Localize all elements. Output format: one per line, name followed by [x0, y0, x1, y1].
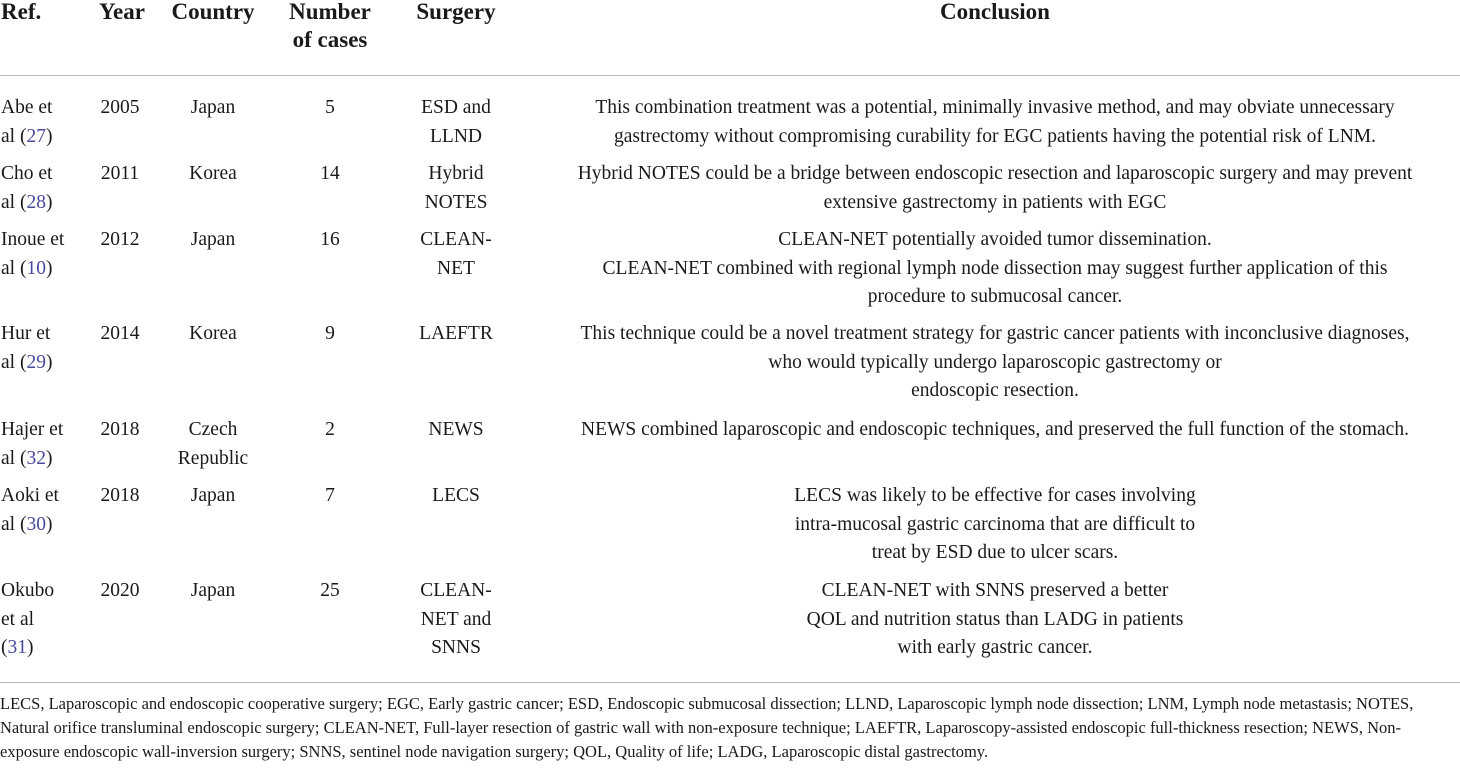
country-line: Japan — [190, 485, 236, 506]
citation-link[interactable]: 31 — [7, 637, 27, 659]
header-year: Year — [99, 0, 145, 24]
header-surgery: Surgery — [416, 0, 496, 24]
country-cell — [160, 226, 266, 255]
ref-text: Cho et — [1, 163, 53, 184]
ref-text: Okubo — [1, 580, 55, 601]
conclusion-line: LECS was likely to be effective for cases involving — [794, 485, 1196, 506]
conclusion-cell — [530, 577, 1460, 663]
surgery-cell — [406, 577, 506, 663]
surgery-line: NET and — [420, 608, 492, 630]
year-cell: 2018 — [100, 419, 140, 440]
conclusion-line: This technique could be a novel treatment strategy for gastric cancer patients with inconclusive diagnoses, — [580, 323, 1410, 344]
country-line: Korea — [189, 163, 237, 184]
country-line: Czech — [188, 419, 238, 440]
conclusion-line: procedure to submucosal cancer. — [867, 286, 1123, 308]
ref-line — [1, 511, 81, 540]
ref-text: al ( — [1, 257, 27, 279]
country-cell — [160, 320, 266, 349]
header-country: Country — [171, 0, 255, 24]
conclusion-line: QOL and nutrition status than LADG in patients — [806, 608, 1184, 630]
conclusion-line: with early gastric cancer. — [897, 637, 1093, 659]
cases-cell: 2 — [325, 419, 335, 440]
ref-cell — [1, 320, 81, 377]
ref-line — [1, 634, 81, 663]
ref-cell — [1, 416, 81, 473]
surgery-line: LAEFTR — [419, 323, 493, 344]
surgery-line: LLND — [430, 125, 482, 147]
conclusion-cell — [530, 482, 1460, 568]
conclusion-line: endoscopic resection. — [911, 380, 1079, 402]
header-divider — [0, 75, 1460, 76]
conclusion-cell — [530, 94, 1460, 151]
ref-line — [1, 123, 81, 152]
ref-cell — [1, 226, 81, 283]
ref-text: al ( — [1, 447, 27, 469]
conclusion-line: intra-mucosal gastric carcinoma that are difficult to — [794, 513, 1196, 535]
surgery-cell — [406, 94, 506, 151]
year-cell: 2018 — [100, 485, 140, 506]
year-cell: 2014 — [100, 323, 140, 344]
conclusion-line: CLEAN-NET with SNNS preserved a better — [821, 580, 1169, 601]
ref-text: al ( — [1, 125, 27, 147]
surgery-cell — [406, 226, 506, 283]
ref-text: ) — [45, 125, 53, 147]
citation-link[interactable]: 10 — [26, 257, 46, 279]
conclusion-line: CLEAN-NET potentially avoided tumor dissemination. — [778, 229, 1212, 250]
country-line: Japan — [190, 229, 236, 250]
ref-text: et al — [1, 608, 35, 630]
surgery-cell — [406, 416, 506, 445]
conclusion-line: NEWS combined laparoscopic and endoscopic techniques, and preserved the full function of the stomach. — [581, 419, 1409, 440]
ref-text: ) — [45, 191, 53, 213]
surgery-line: CLEAN- — [420, 229, 492, 250]
citation-link[interactable]: 32 — [26, 447, 46, 469]
ref-line — [1, 445, 81, 474]
ref-text: ) — [45, 351, 53, 373]
table-bottom-divider — [0, 682, 1460, 683]
country-cell — [160, 94, 266, 123]
ref-text: al ( — [1, 513, 27, 535]
ref-text: al ( — [1, 351, 27, 373]
conclusion-line: CLEAN-NET combined with regional lymph node dissection may suggest further application of this — [602, 257, 1388, 279]
surgery-line: NOTES — [424, 191, 488, 213]
ref-cell — [1, 482, 81, 539]
year-cell: 2012 — [100, 229, 140, 250]
ref-text: Hur et — [1, 323, 51, 344]
ref-text: ) — [45, 447, 53, 469]
ref-text: ) — [27, 637, 34, 659]
year-cell: 2005 — [100, 97, 140, 118]
surgery-line: SNNS — [431, 637, 481, 659]
country-line: Japan — [190, 580, 236, 601]
surgery-cell — [406, 160, 506, 217]
cases-cell: 16 — [320, 229, 340, 250]
ref-text: ) — [45, 513, 53, 535]
conclusion-cell — [530, 160, 1460, 217]
conclusion-line: gastrectomy without compromising curability for EGC patients having the potential risk of LNM. — [614, 125, 1376, 147]
ref-text: Hajer et — [1, 419, 64, 440]
header-ref: Ref. — [1, 0, 42, 24]
conclusion-line: extensive gastrectomy in patients with EGC — [823, 191, 1167, 213]
cases-cell: 14 — [320, 163, 340, 184]
ref-text: al ( — [1, 191, 27, 213]
citation-link[interactable]: 30 — [26, 513, 46, 535]
citation-link[interactable]: 28 — [26, 191, 46, 213]
header-cases-line: of cases — [292, 27, 368, 52]
conclusion-line: This combination treatment was a potential, minimally invasive method, and may obviate unnecessary — [595, 97, 1395, 118]
country-cell — [160, 160, 266, 189]
cases-cell: 9 — [325, 323, 335, 344]
citation-link[interactable]: 27 — [26, 125, 46, 147]
country-line: Korea — [189, 323, 237, 344]
surgery-cell — [406, 482, 506, 511]
conclusion-cell — [530, 226, 1460, 312]
country-cell — [160, 482, 266, 511]
table-footnote: LECS, Laparoscopic and endoscopic cooperative surgery; EGC, Early gastric cancer; ESD, Endoscopic submucosal dissection; LLND, Laparoscopic lymph node dissection; LNM, Lymph node metastasis; NOTES, Natural orifice transluminal endoscopic surgery; CLEAN-NET, Full-layer resection of gastric wall with non-exposure technique; LAEFTR, Laparoscopy-assisted endoscopic full-thickness resection; NEWS, Non-exposure endoscopic wall-inversion surgery; SNNS, sentinel node navigation surgery; QOL, Quality of life; LADG, Laparoscopic distal gastrectomy. — [0, 694, 1414, 761]
ref-cell — [1, 577, 81, 663]
citation-link[interactable]: 29 — [26, 351, 46, 373]
header-number-of-cases — [275, 0, 385, 54]
conclusion-line: treat by ESD due to ulcer scars. — [871, 542, 1119, 564]
country-cell — [160, 577, 266, 606]
surgery-line: LECS — [432, 485, 480, 506]
country-line: Japan — [190, 97, 236, 118]
surgery-line: NET — [437, 257, 475, 279]
surgery-line: CLEAN- — [420, 580, 492, 601]
year-cell: 2020 — [100, 580, 140, 601]
conclusion-line: Hybrid NOTES could be a bridge between endoscopic resection and laparoscopic surgery and may prevent — [577, 163, 1413, 184]
conclusion-cell — [530, 320, 1460, 406]
conclusion-line: who would typically undergo laparoscopic gastrectomy or — [768, 351, 1222, 373]
surgery-cell — [406, 320, 506, 349]
ref-text: ( — [1, 637, 8, 659]
ref-text: Abe et — [1, 97, 53, 118]
ref-text: Aoki et — [1, 485, 59, 506]
conclusion-cell — [530, 416, 1460, 445]
cases-cell: 7 — [325, 485, 335, 506]
ref-text: ) — [45, 257, 53, 279]
cases-cell: 5 — [325, 97, 335, 118]
country-cell — [160, 416, 266, 473]
ref-line — [1, 255, 81, 284]
ref-line — [1, 349, 81, 378]
surgery-line: ESD and — [421, 97, 491, 118]
ref-cell — [1, 94, 81, 151]
ref-text: Inoue et — [1, 229, 65, 250]
ref-cell — [1, 160, 81, 217]
country-line: Republic — [177, 447, 249, 469]
surgery-line: Hybrid — [428, 163, 484, 184]
year-cell: 2011 — [100, 163, 140, 184]
surgery-line: NEWS — [428, 419, 484, 440]
header-conclusion: Conclusion — [940, 0, 1050, 24]
cases-cell: 25 — [320, 580, 340, 601]
header-number-line: Number — [289, 0, 371, 24]
ref-line — [1, 189, 81, 218]
